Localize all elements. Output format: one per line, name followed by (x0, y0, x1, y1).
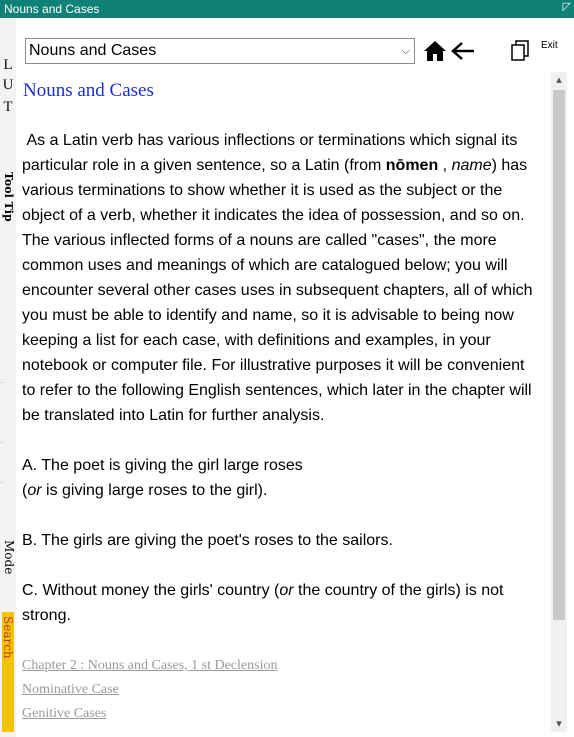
para-text: , (442, 157, 448, 174)
example-c-line2: strong. (22, 607, 71, 624)
resize-corner-icon[interactable]: ◸ (562, 1, 571, 13)
strip-letter-u[interactable]: U (2, 77, 14, 93)
strip-mark: . (1, 378, 3, 385)
example-text: C. Without money the girls' country ( (22, 582, 280, 599)
link-chapter-2[interactable]: Chapter 2 : Nouns and Cases, 1 st Declension (22, 658, 278, 673)
window-title: Nouns and Cases (4, 2, 100, 16)
title-bar (0, 0, 574, 18)
topic-select[interactable] (25, 38, 415, 64)
copy-icon[interactable] (510, 40, 530, 62)
left-strip (0, 18, 16, 737)
scroll-thumb[interactable] (553, 90, 565, 620)
search-button[interactable] (2, 612, 14, 732)
search-label: Search (1, 616, 15, 659)
strip-mark: . (1, 438, 3, 445)
scroll-up-icon[interactable]: ▴ (556, 74, 562, 86)
or-word: or (27, 482, 42, 499)
tooltip-toggle[interactable]: Tool Tip (2, 172, 15, 222)
para-text: (from (343, 157, 382, 174)
or-word: or (279, 582, 294, 599)
mode-toggle[interactable]: Mode (2, 540, 16, 575)
topic-select-value: Nouns and Cases (29, 42, 157, 59)
back-arrow-icon[interactable] (450, 40, 476, 62)
para-text: As a Latin verb has various inflections or terminations which signal its particular role in a given sentence, so a Latin (22, 132, 518, 174)
example-b-line: B. The girls are giving the poet's roses to the sailors. (22, 532, 393, 549)
strip-mark: . (1, 478, 3, 485)
example-a-line1: A. The poet is giving the girl large roses (22, 457, 303, 474)
chevron-down-icon: ⌵ (401, 45, 410, 57)
exit-button[interactable]: Exit (541, 40, 558, 51)
scroll-down-icon[interactable]: ▾ (556, 718, 562, 730)
strip-letter-l[interactable]: L (3, 57, 13, 73)
home-icon[interactable] (423, 39, 447, 63)
example-text: is giving large roses to the girl). (41, 482, 268, 499)
page-title: Nouns and Cases (23, 80, 154, 101)
vertical-scrollbar[interactable] (551, 72, 567, 732)
link-nominative-case[interactable]: Nominative Case (22, 682, 119, 697)
english-term: name (451, 157, 492, 174)
para-text: ) has various terminations to show whether it is used as the subject or the object of a verb, whether it indicates the idea of possession, and so on. The various inflected forms of a nouns are called "cases", the more common uses and meanings of which are catalogued below; you will encounter several other cases uses in subsequent chapters, all of which you must be able to identify and name, so it is advisable to being now keeping a list for each case, with definitions and examples, in your notebook or computer file. For illustrative purposes it will be convenient to refer to the following English sentences, which later in the chapter will be translated into Latin for further analysis. (22, 157, 533, 424)
strip-letter-t[interactable]: T (3, 99, 13, 115)
link-genitive-cases[interactable]: Genitive Cases (22, 706, 107, 721)
example-c-line1 (22, 578, 503, 603)
latin-term: nōmen (385, 157, 439, 174)
example-a-line2 (22, 478, 267, 503)
intro-paragraph (22, 128, 540, 428)
paren: ( (22, 482, 28, 499)
example-text: the country of the girls) is not (293, 582, 504, 599)
content-pane (18, 72, 550, 732)
